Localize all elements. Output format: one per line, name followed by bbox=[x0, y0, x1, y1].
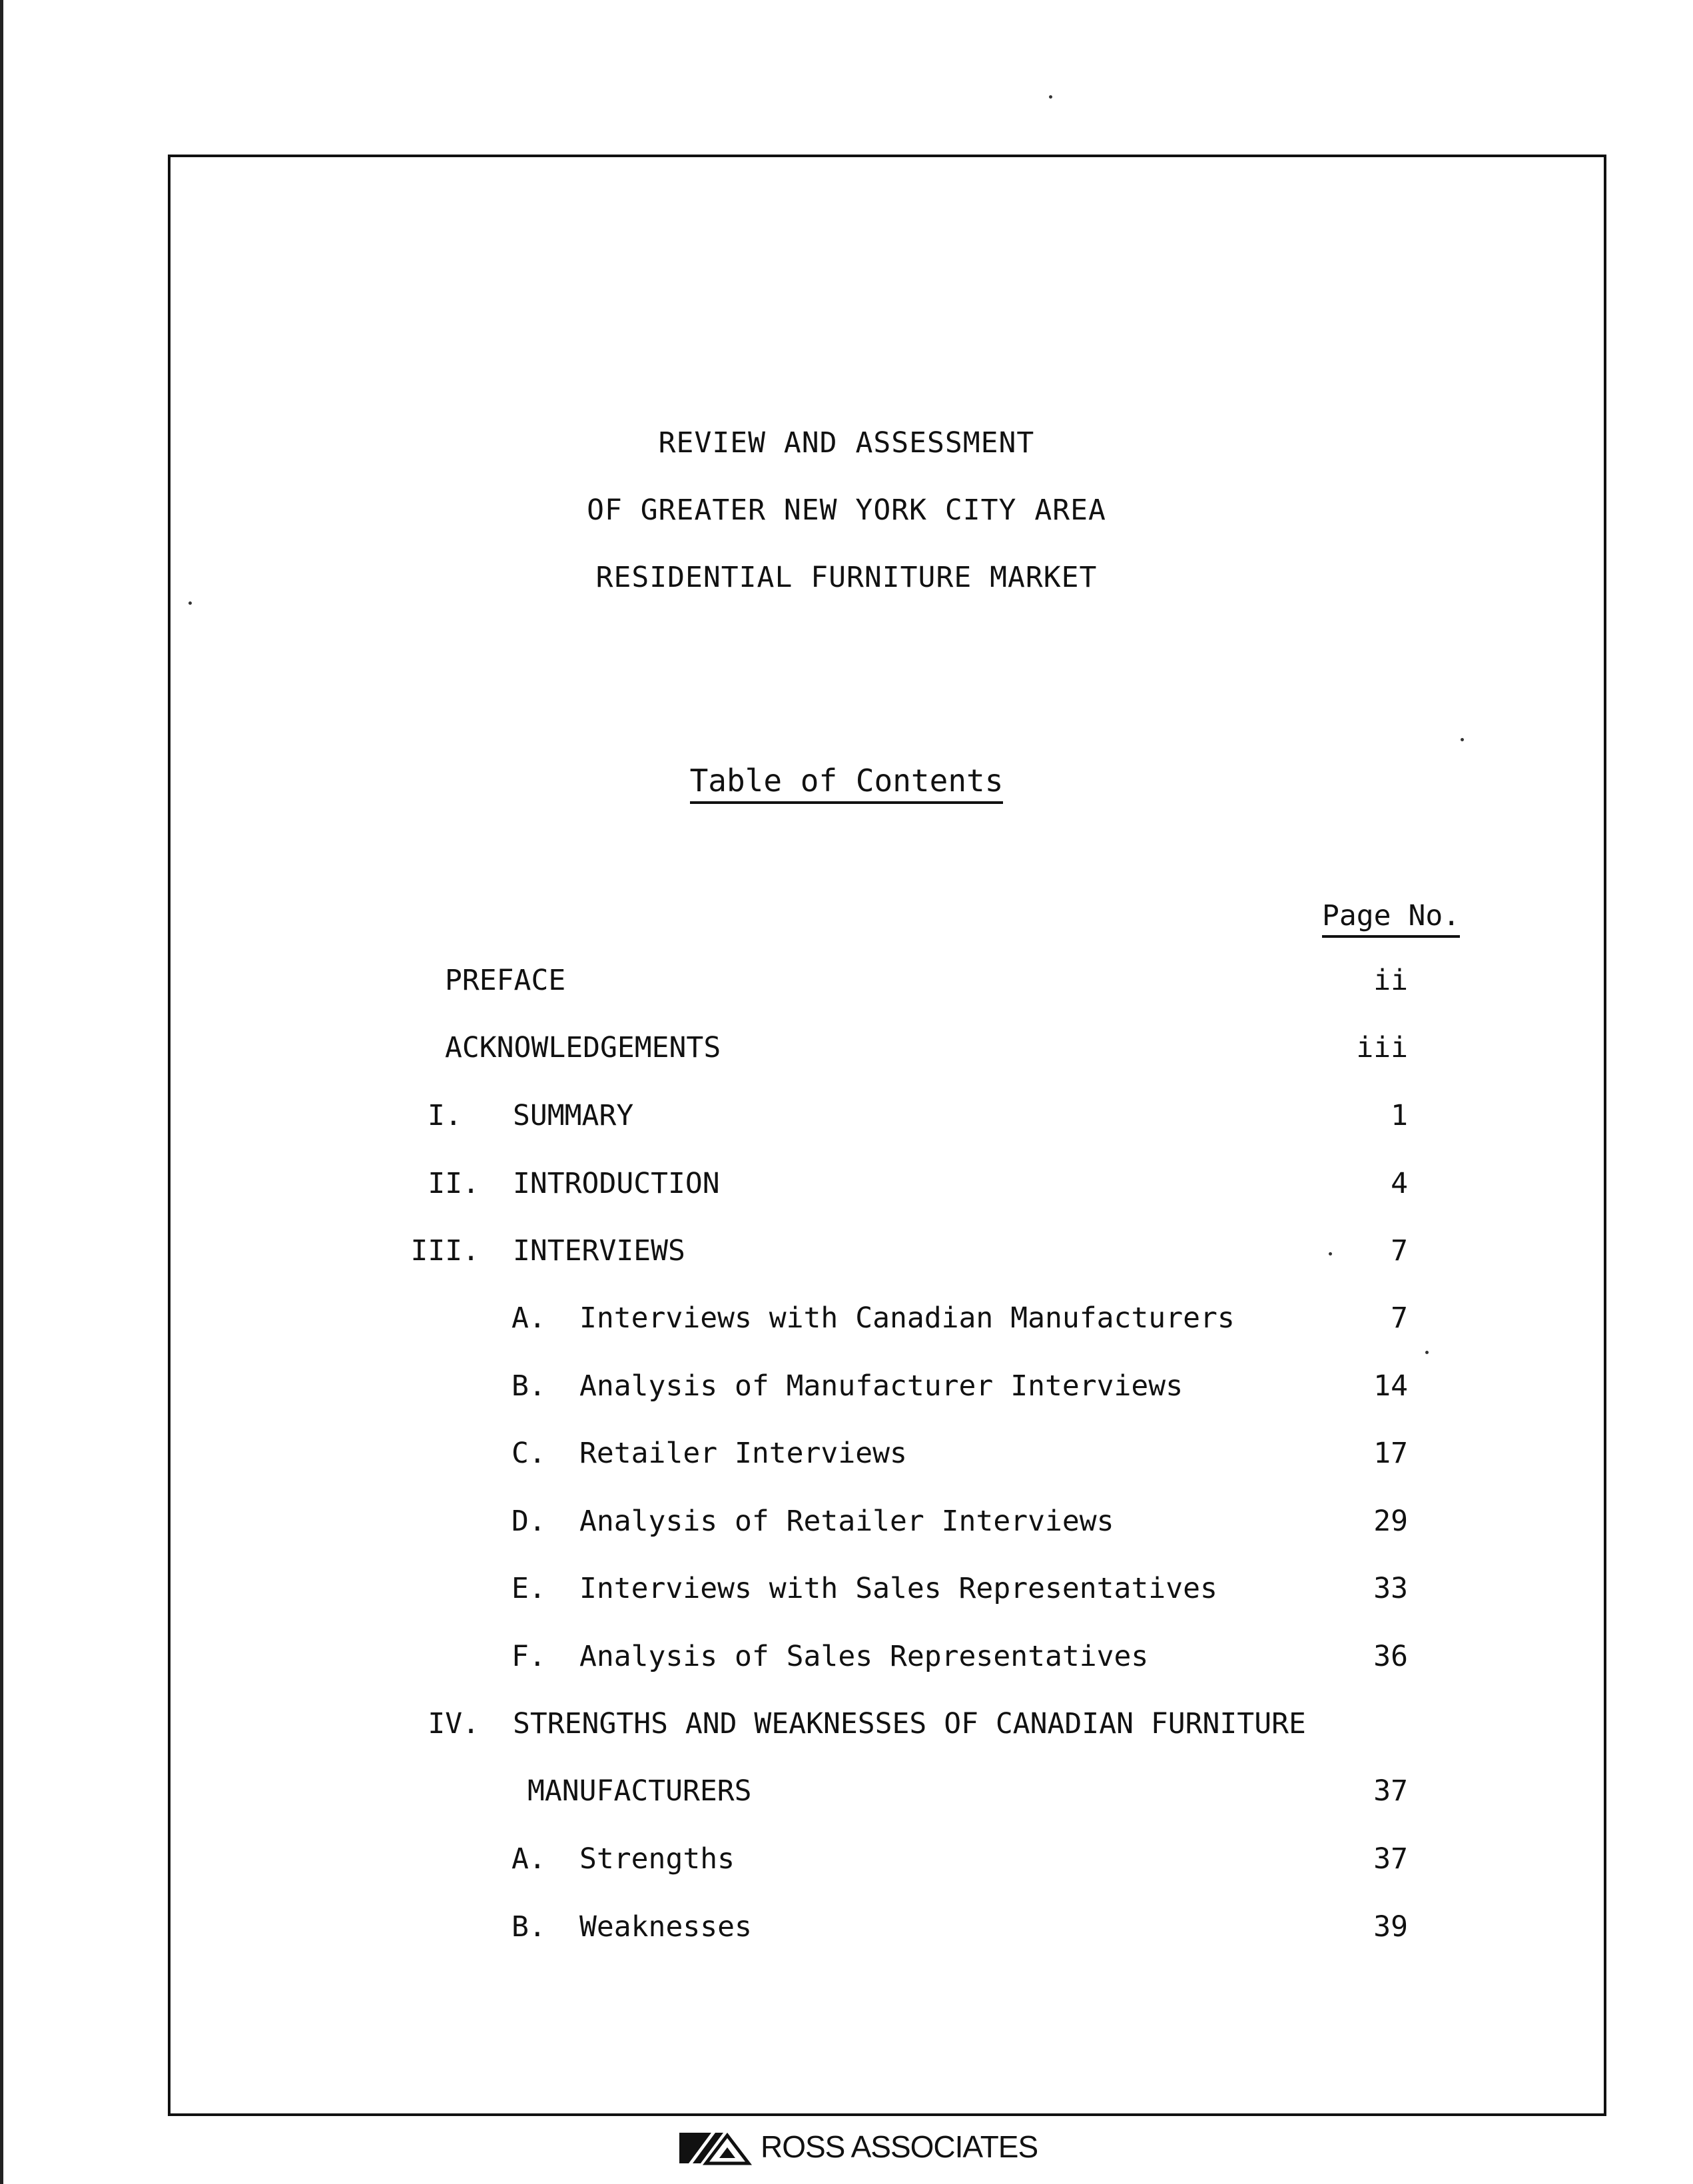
toc-entry-label: STRENGTHS AND WEAKNESSES OF CANADIAN FURNITURE bbox=[513, 1707, 1306, 1740]
toc-entry-number: III. bbox=[410, 1234, 480, 1268]
toc-entry bbox=[0, 964, 1693, 1004]
scan-speck bbox=[1049, 95, 1052, 99]
company-name: ROSS ASSOCIATES bbox=[761, 2129, 1038, 2164]
toc-entry-page: 4 bbox=[1391, 1167, 1408, 1200]
toc-entry-number: A. bbox=[511, 1842, 546, 1876]
report-title-line-1: REVIEW AND ASSESSMENT bbox=[658, 426, 1035, 460]
toc-entry-number: C. bbox=[511, 1437, 546, 1470]
toc-entry bbox=[0, 1505, 1693, 1545]
toc-entry-page: ii bbox=[1373, 964, 1408, 997]
toc-entry-page: 37 bbox=[1373, 1842, 1408, 1876]
ross-associates-logo-icon bbox=[679, 2127, 758, 2166]
toc-entry bbox=[0, 1234, 1693, 1274]
toc-entry-label: Analysis of Sales Representatives bbox=[579, 1640, 1149, 1673]
toc-entry-label: Interviews with Canadian Manufacturers bbox=[579, 1301, 1235, 1335]
toc-entry-page: 33 bbox=[1373, 1572, 1408, 1605]
toc-entry-page: 29 bbox=[1373, 1505, 1408, 1538]
toc-entry-number: E. bbox=[511, 1572, 546, 1605]
toc-entry-page: 39 bbox=[1373, 1910, 1408, 1944]
toc-entry bbox=[0, 1707, 1693, 1747]
toc-entry bbox=[0, 1031, 1693, 1071]
toc-entry-label: PREFACE bbox=[445, 964, 566, 997]
toc-entry-label: Strengths bbox=[579, 1842, 735, 1876]
toc-entry bbox=[0, 1099, 1693, 1139]
report-title-line-2: OF GREATER NEW YORK CITY AREA bbox=[587, 494, 1106, 527]
toc-entry bbox=[0, 1369, 1693, 1409]
toc-entry-label: Weaknesses bbox=[579, 1910, 752, 1944]
toc-entry-number: I. bbox=[428, 1099, 462, 1132]
footer-branding bbox=[679, 2127, 1038, 2167]
toc-entry bbox=[0, 1774, 1693, 1814]
toc-entry-label: MANUFACTURERS bbox=[527, 1774, 752, 1808]
toc-entry-label: Retailer Interviews bbox=[579, 1437, 907, 1470]
toc-entry bbox=[0, 1572, 1693, 1612]
scan-speck bbox=[1329, 1252, 1332, 1256]
toc-heading bbox=[0, 763, 1693, 799]
toc-entry-number: IV. bbox=[428, 1707, 480, 1740]
toc-entry-number: D. bbox=[511, 1505, 546, 1538]
toc-entry bbox=[0, 1842, 1693, 1882]
toc-entry-label: Analysis of Retailer Interviews bbox=[579, 1505, 1114, 1538]
scan-speck bbox=[188, 601, 192, 605]
toc-entry-number: II. bbox=[428, 1167, 480, 1200]
toc-entry-label: ACKNOWLEDGEMENTS bbox=[445, 1031, 721, 1064]
page-no-column-header: Page No. bbox=[1322, 899, 1460, 938]
toc-entry-page: 36 bbox=[1373, 1640, 1408, 1673]
scan-speck bbox=[1461, 738, 1464, 741]
toc-entry-number: B. bbox=[511, 1369, 546, 1403]
toc-entry-label: INTRODUCTION bbox=[513, 1167, 720, 1200]
toc-entry-label: Interviews with Sales Representatives bbox=[579, 1572, 1217, 1605]
toc-entry bbox=[0, 1167, 1693, 1207]
toc-entry-label: INTERVIEWS bbox=[513, 1234, 685, 1268]
toc-entry-page: 37 bbox=[1373, 1774, 1408, 1808]
toc-entry-page: 7 bbox=[1391, 1301, 1408, 1335]
toc-entry-label: SUMMARY bbox=[513, 1099, 634, 1132]
toc-entry-page: 14 bbox=[1373, 1369, 1408, 1403]
toc-heading-text: Table of Contents bbox=[690, 763, 1004, 804]
toc-entry bbox=[0, 1301, 1693, 1341]
toc-entry-number: B. bbox=[511, 1910, 546, 1944]
toc-entry-page: 7 bbox=[1391, 1234, 1408, 1268]
toc-entry-number: A. bbox=[511, 1301, 546, 1335]
toc-entry-page: 17 bbox=[1373, 1437, 1408, 1470]
toc-entry-label: Analysis of Manufacturer Interviews bbox=[579, 1369, 1184, 1403]
report-title-line-3: RESIDENTIAL FURNITURE MARKET bbox=[595, 561, 1098, 594]
toc-entry bbox=[0, 1910, 1693, 1950]
toc-entry bbox=[0, 1640, 1693, 1680]
toc-entry-page: iii bbox=[1356, 1031, 1408, 1064]
toc-entry-number: F. bbox=[511, 1640, 546, 1673]
toc-entry bbox=[0, 1437, 1693, 1477]
scan-speck bbox=[1425, 1351, 1429, 1354]
toc-entry-page: 1 bbox=[1391, 1099, 1408, 1132]
